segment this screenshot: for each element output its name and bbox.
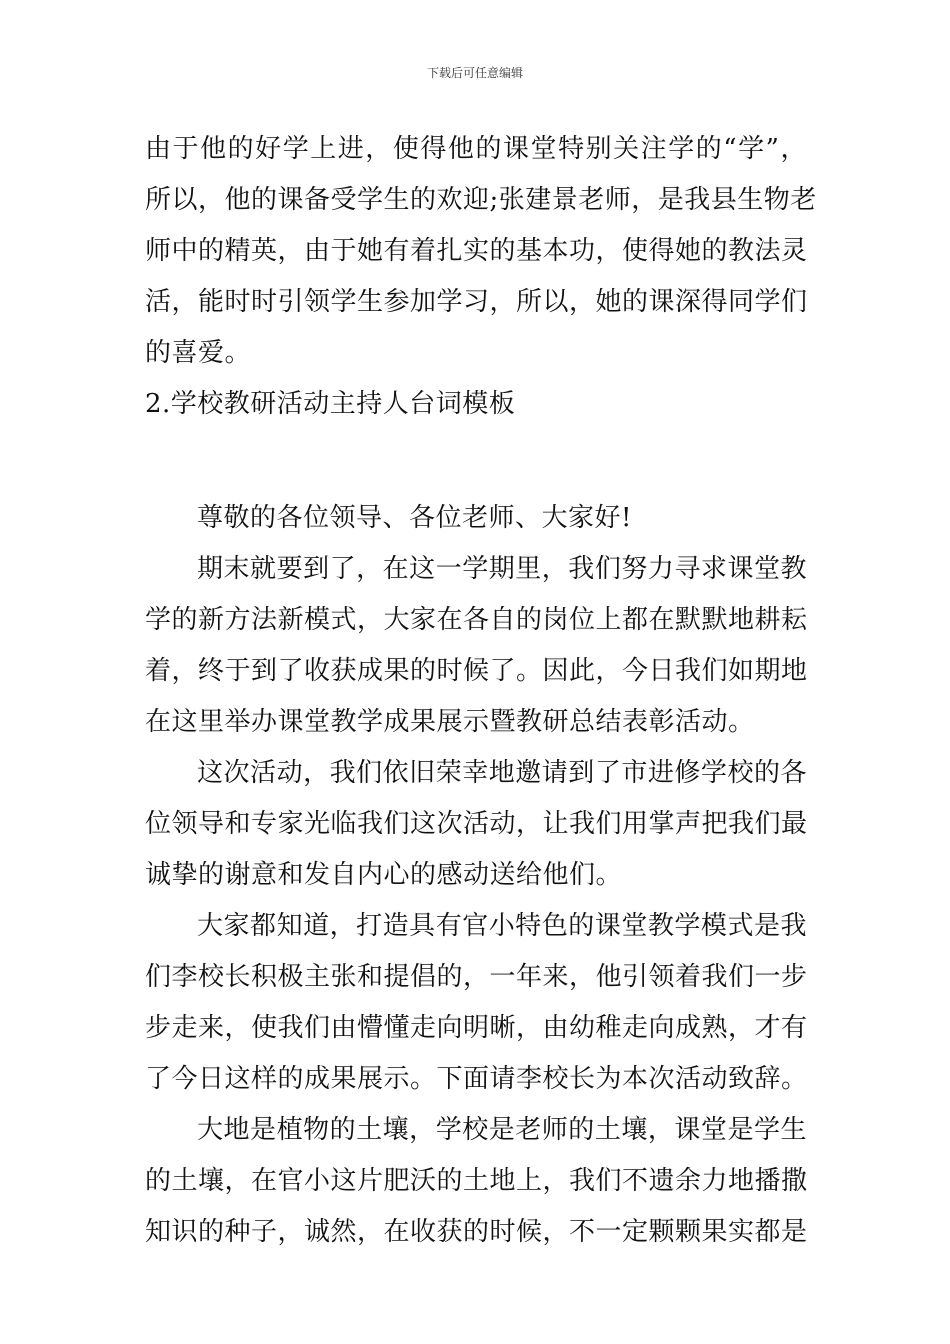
paragraph-line: 活，能时时引领学生参加学习，所以，她的课深得同学们: [145, 287, 808, 317]
section-heading: 2.学校教研活动主持人台词模板: [145, 389, 516, 419]
paragraph-line: 着，终于到了收获成果的时候了。因此，今日我们如期地: [145, 656, 808, 686]
paragraph-line: 知识的种子，诚然，在收获的时候，不一定颗颗果实都是: [145, 1217, 808, 1247]
paragraph-5: [145, 1105, 807, 1258]
greeting-line: 尊敬的各位领导、各位老师、大家好!: [197, 503, 632, 533]
paragraph-line: 的喜爱。: [145, 338, 252, 368]
paragraph-line: 期末就要到了，在这一学期里，我们努力寻求课堂教: [197, 554, 807, 584]
paragraph-line: 所以，他的课备受学生的欢迎;张建景老师，是我县生物老: [145, 185, 817, 215]
paragraph-line: 的土壤，在官小这片肥沃的土地上，我们不遗余力地播撒: [145, 1166, 808, 1196]
paragraph-line: 学的新方法新模式，大家在各自的岗位上都在默默地耕耘: [145, 605, 808, 635]
paragraph-4: [145, 901, 807, 1105]
page-header: 下载后可任意编辑: [426, 66, 523, 80]
document-body: [145, 124, 817, 1258]
paragraph-line: 师中的精英，由于她有着扎实的基本功，使得她的教法灵: [145, 236, 808, 266]
paragraph-line: 步走来，使我们由懵懂走向明晰，由幼稚走向成熟，才有: [145, 1013, 808, 1043]
paragraph-2: [145, 544, 807, 748]
paragraph-3: [145, 748, 807, 901]
paragraph-line: 们李校长积极主张和提倡的，一年来，他引领着我们一步: [145, 962, 808, 992]
paragraph-line: 了今日这样的成果展示。下面请李校长为本次活动致辞。: [145, 1064, 808, 1094]
paragraph-line: 诚挚的谢意和发自内心的感动送给他们。: [145, 860, 623, 890]
paragraph-line: 大地是植物的土壤，学校是老师的土壤，课堂是学生: [197, 1115, 807, 1145]
paragraph-line: 由于他的好学上进，使得他的课堂特别关注学的“学”，: [145, 134, 807, 164]
paragraph-line: 位领导和专家光临我们这次活动，让我们用掌声把我们最: [145, 809, 808, 839]
paragraph-line: 在这里举办课堂教学成果展示暨教研总结表彰活动。: [145, 707, 755, 737]
paragraph-1: [145, 124, 817, 379]
paragraph-line: 大家都知道，打造具有官小特色的课堂教学模式是我: [197, 911, 807, 941]
paragraph-line: 这次活动，我们依旧荣幸地邀请到了市进修学校的各: [197, 758, 807, 788]
spacer: [145, 430, 807, 493]
